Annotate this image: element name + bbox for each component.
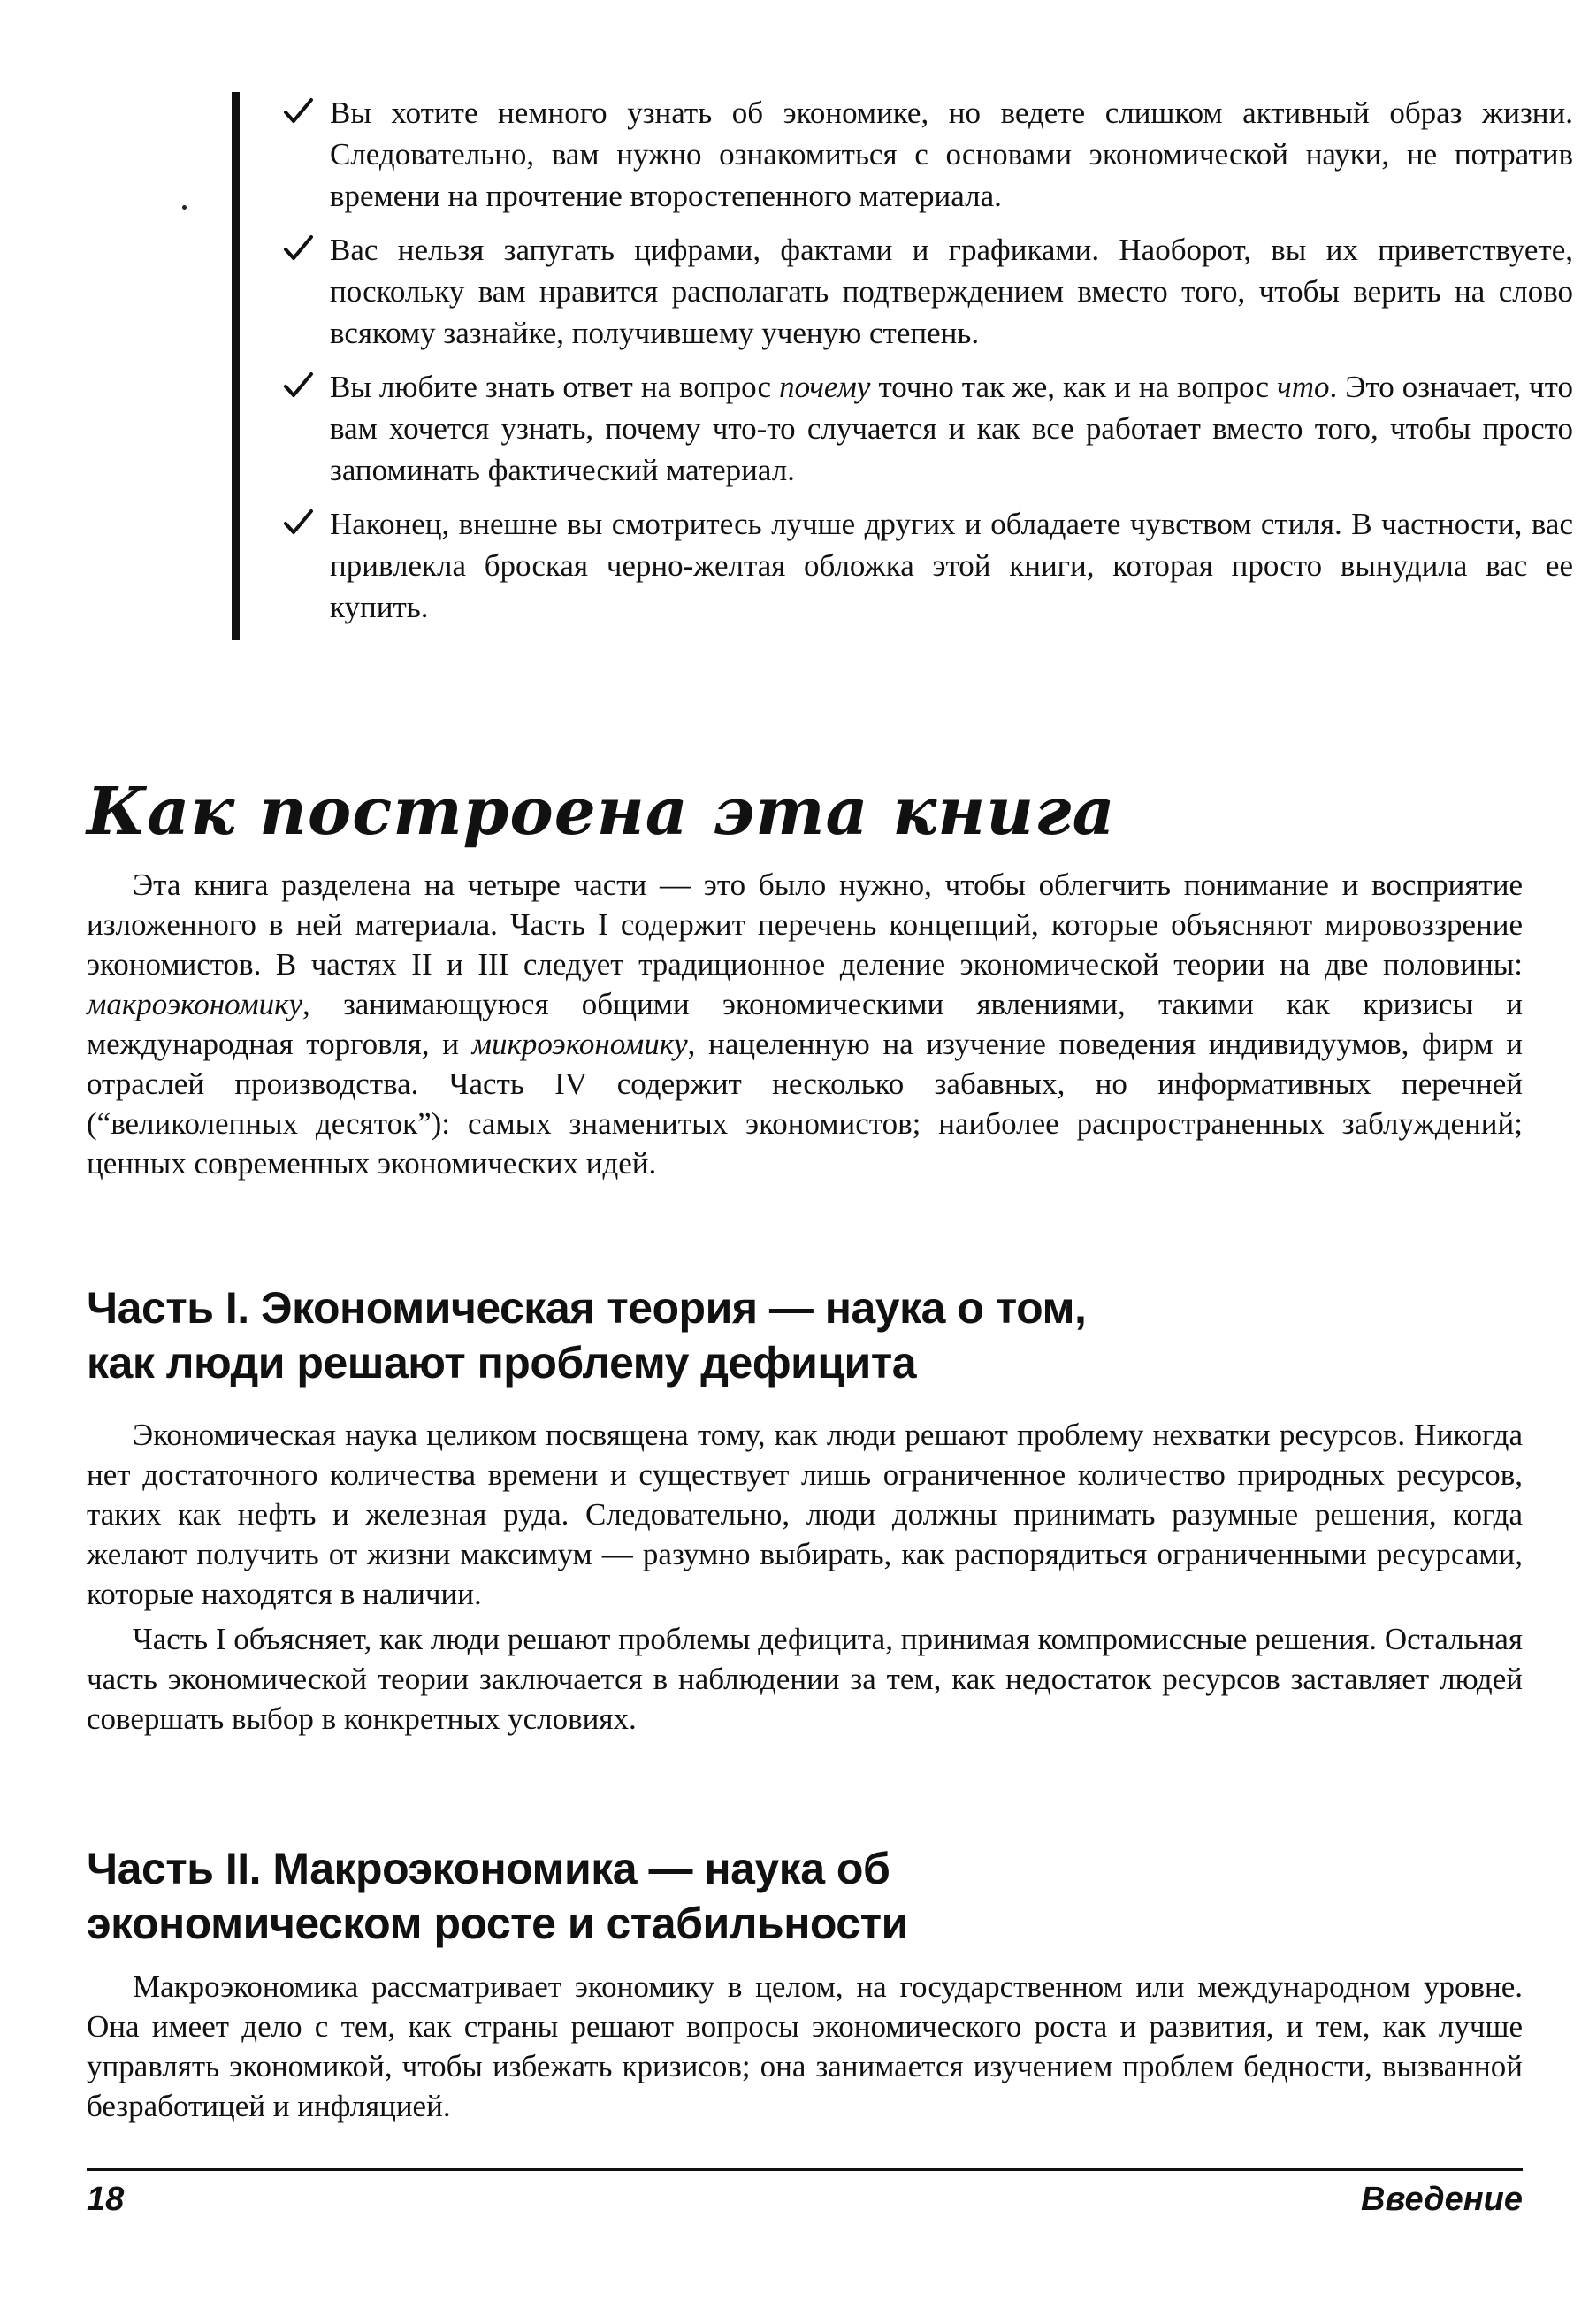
part2-heading-line2: экономическом росте и стабильности (87, 1899, 908, 1948)
part1-section (87, 1415, 1523, 1739)
part2-heading-line1: Часть II. Макроэкономика — наука об (87, 1844, 890, 1893)
emphasis-microeconomics: микроэкономику (471, 1027, 688, 1061)
checkmark-icon (282, 96, 314, 127)
part1-paragraph: Часть I объясняет, как люди решают проблемы дефицита, принимая компромиссные решения. Остальная часть экономической теории заключается в наблюдении за тем, как недостаток ресурсов заставляет людей совершать выбор в конкретных условиях. (87, 1622, 1523, 1736)
checklist-item-text: Наконец, внешне вы смотритесь лучше других и обладаете чувством стиля. В частности, вас привлекла броская черно-желтая обложка этой книги, которая просто вынудила вас ее купить. (330, 507, 1573, 624)
emphasis-macroeconomics: макроэкономику (87, 987, 302, 1021)
checkmark-icon (282, 507, 314, 539)
running-head: Введение (1361, 2181, 1523, 2218)
checkmark-icon (282, 233, 314, 264)
checklist-item-text-after: . Это означает, что вам хочется узнать, почему что-то случается и как все работает вместо того, чтобы просто запоминать фактический материал. (330, 370, 1573, 487)
intro-text-after: , нацеленную на изучение поведения индивидуумов, фирм и отраслей производства. Часть IV содержит несколько забавных, но информативных перечней (“великолепных десяток”): самых знаменитых экономистов; наиболее распространенных заблуждений; ценных современных экономических идей. (87, 1027, 1524, 1181)
checklist-item (282, 229, 1573, 354)
checklist-item-text: Вас нельзя запугать цифрами, фактами и графиками. Наоборот, вы их приветствуете, поскольку вам нравится располагать подтверждением вместо того, чтобы верить на слово всякому зазнайке, получившему ученую степень. (330, 233, 1573, 350)
emphasis-what: что (1277, 370, 1330, 404)
intro-section (87, 865, 1523, 1183)
stray-dot (182, 205, 187, 210)
part2-heading (87, 1841, 1413, 1951)
checklist-item (282, 366, 1573, 491)
checklist-item-text-before: Вы любите знать ответ на вопрос (330, 370, 780, 404)
part1-heading-line1: Часть I. Экономическая теория — наука о том, (87, 1283, 1087, 1333)
section-title: Как построена эта книга (87, 774, 1116, 850)
part1-heading-line2: как люди решают проблему дефицита (87, 1338, 917, 1388)
intro-text-before: Эта книга разделена на четыре части — это было нужно, чтобы облегчить понимание и восприятие изложенного в ней материала. Часть I содержит перечень концепций, которые объясняют мировоззрение экономистов. В частях II и III следует традиционное деление экономической теории на две половины: (87, 868, 1523, 982)
checklist-item (282, 503, 1573, 628)
checklist-item (282, 92, 1573, 217)
emphasis-why: почему (779, 370, 871, 404)
part2-paragraph: Макроэкономика рассматривает экономику в целом, на государственном или международном уровне. Она имеет дело с тем, как страны решают вопросы экономического роста и развития, и тем, как лучше управлять экономикой, чтобы избежать кризисов; она занимается изучением проблем бедности, вызванной безработицей и инфляцией. (87, 1969, 1523, 2123)
footer-rule (87, 2168, 1523, 2171)
checklist-item-text-middle: точно так же, как и на вопрос (870, 370, 1278, 404)
checklist (232, 92, 1573, 640)
checklist-item-text: Вы хотите немного узнать об экономике, но ведете слишком активный образ жизни. Следовательно, вам нужно ознакомиться с основами экономической науки, не потратив времени на прочтение второстепенного материала. (330, 96, 1573, 213)
intro-paragraph (87, 865, 1523, 1183)
checkmark-icon (282, 370, 314, 401)
page-number: 18 (87, 2181, 125, 2218)
intro-text-middle: , занимающуюся общими экономическими явлениями, такими как кризисы и международная торговля, и (87, 987, 1523, 1061)
part1-heading (87, 1280, 1413, 1390)
part1-paragraph: Экономическая наука целиком посвящена тому, как люди решают проблему нехватки ресурсов. Никогда нет достаточного количества времени и существует лишь ограниченное количество природных ресурсов, таких как нефть и железная руда. Следовательно, люди должны принимать разумные решения, когда желают получить от жизни максимум — разумно выбирать, как распорядиться ограниченными ресурсами, которые находятся в наличии. (87, 1418, 1523, 1611)
part2-section (87, 1967, 1523, 2126)
